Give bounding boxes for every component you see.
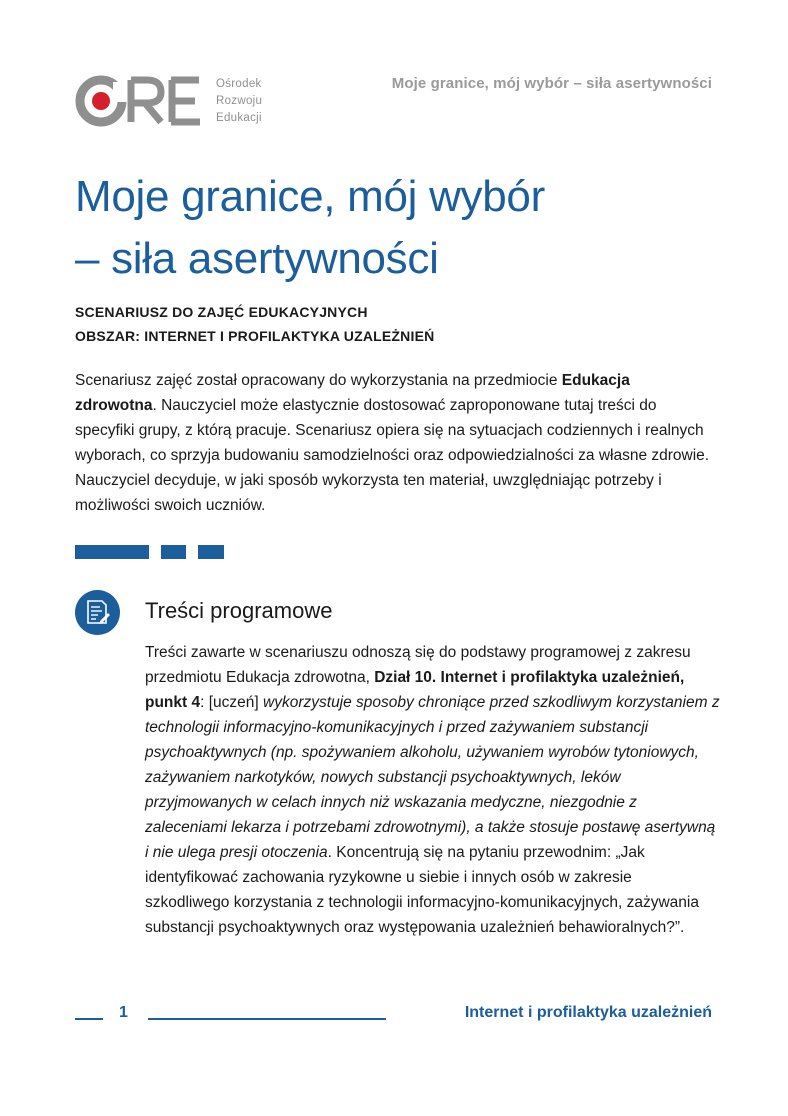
divider-bar-long — [75, 545, 149, 559]
subheading-scenario: SCENARIUSZ DO ZAJĘĆ EDUKACYJNYCH — [75, 304, 368, 320]
document-edit-icon — [75, 590, 120, 635]
logo-line-1: Ośrodek — [216, 78, 262, 90]
section-bold-reference: Dział 10. Internet i profilaktyka uzależnień, punkt 4 — [145, 669, 685, 711]
logo-line-2: Rozwoju — [216, 95, 263, 107]
section-body-paragraph — [145, 640, 720, 940]
ore-logo-mark — [75, 70, 211, 132]
section-italic-quote: wykorzystuje sposoby chroniące przed szkodliwym korzystaniem z technologii informacyjno-komunikacyjnych i przed zażywaniem substancji psychoaktywnych (np. spożywaniem alkoholu, używaniem wyrobów tytoniowych, zażywaniem narkotyków, nowych substancji psychoaktywnych, leków przyjmowanych w celach innych niż wskazania medyczne, niezgodnie z zaleceniami lekarza i potrzebami zdrowotnymi), a także stosuje postawę asertywną i nie ulega presji otoczenia — [145, 694, 720, 861]
section-text-1: Treści zawarte w scenariuszu odnoszą się do podstawy programowej z zakresu przedmiotu Edukacja zdrowotna, — [145, 644, 691, 686]
section-title: Treści programowe — [145, 598, 333, 623]
divider-bar-short-2 — [198, 545, 224, 559]
section-text-2: : [uczeń] — [200, 694, 264, 711]
page-title-line-2: – siła asertywności — [75, 234, 439, 283]
subheading-area: OBSZAR: INTERNET I PROFILAKTYKA UZALEŻNIEŃ — [75, 328, 435, 344]
divider-bar-short-1 — [161, 545, 186, 559]
running-header-title: Moje granice, mój wybór – siła asertywności — [391, 75, 712, 92]
intro-bold-subject: Edukacja zdrowotna — [75, 372, 630, 414]
logo-text — [216, 76, 296, 127]
footer-page-number: 1 — [119, 1004, 128, 1021]
ore-logo — [75, 70, 285, 132]
intro-paragraph — [75, 368, 715, 518]
section-text-3: . Koncentrują się na pytaniu przewodnim: „Jak identyfikować zachowania ryzykowne u siebie i innych osób w zakresie szkodliwego korzystania z technologii informacyjno-komunikacyjnych, zażywania substancji psychoaktywnych oraz występowania uzależnień behawioralnych?”. — [145, 844, 699, 936]
intro-text-1: Scenariusz zajęć został opracowany do wykorzystania na przedmiocie — [75, 372, 562, 389]
logo-line-3: Edukacji — [216, 112, 262, 124]
page-title — [75, 166, 715, 290]
page-title-line-1: Moje granice, mój wybór — [75, 172, 545, 221]
subheadings — [75, 300, 715, 348]
footer-dash-line — [148, 1018, 386, 1020]
footer-section-name: Internet i profilaktyka uzależnień — [464, 1004, 712, 1021]
intro-text-2: . Nauczyciel może elastycznie dostosować zaproponowane tutaj treści do specyfiki grupy, z którą pracuje. Scenariusz opiera się na sytuacjach codziennych i realnych wyborach, co sprzyja budowaniu samodzielności oraz odpowiedzialności za własne zdrowie. Nauczyciel decyduje, w jaki sposób wykorzysta ten materiał, uwzględniając potrzeby i możliwości swoich uczniów. — [75, 397, 710, 514]
footer-dash-left — [75, 1018, 103, 1020]
